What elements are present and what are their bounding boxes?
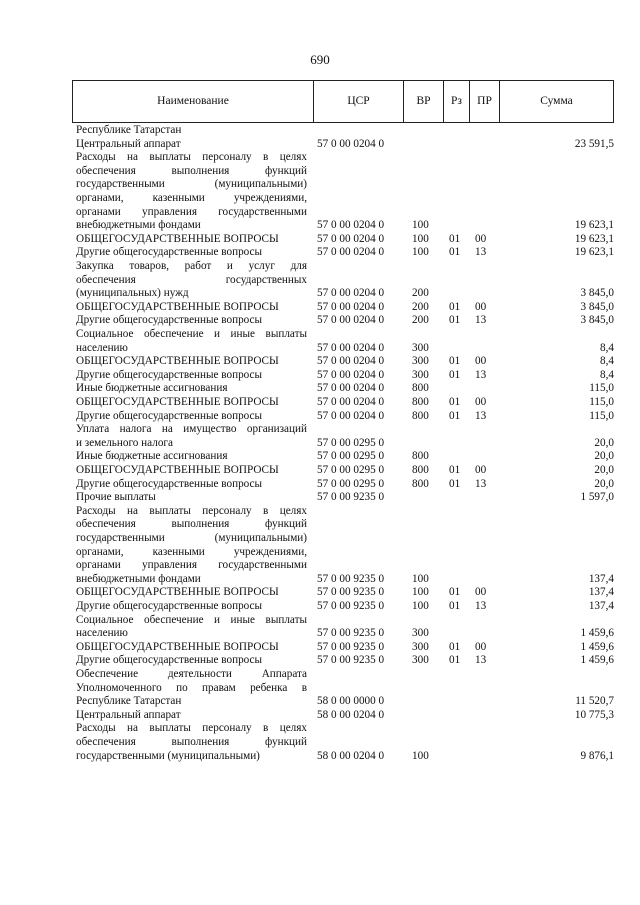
row-rz: 01 — [449, 232, 461, 245]
row-name-line: Другие общегосударственные вопросы — [76, 654, 263, 667]
table-row — [72, 410, 614, 424]
table-row — [72, 396, 614, 410]
row-sum: 19 623,1 — [574, 232, 614, 245]
row-csr: 57 0 00 9235 0 — [317, 572, 385, 585]
row-pr: 00 — [475, 464, 487, 476]
row-vr: 200 — [412, 314, 429, 327]
table-row — [72, 586, 614, 600]
row-name-line: органами управления государственными — [76, 559, 307, 572]
header-sum: Сумма — [499, 81, 613, 122]
row-rz: 01 — [449, 396, 461, 408]
row-vr: 800 — [412, 477, 429, 490]
row-sum: 19 623,1 — [574, 219, 614, 232]
table-row — [72, 654, 614, 668]
row-csr: 57 0 00 0204 0 — [317, 300, 385, 313]
row-name-line: Уплата налога на имущество организаций — [76, 423, 307, 436]
row-vr: 300 — [412, 341, 429, 354]
row-csr: 57 0 00 0295 0 — [317, 450, 385, 463]
row-vr: 100 — [412, 586, 429, 599]
header-name: Наименование — [157, 95, 229, 107]
row-name — [76, 138, 307, 152]
row-name-line: ОБЩЕГОСУДАРСТВЕННЫЕ ВОПРОСЫ — [76, 586, 279, 599]
row-name — [76, 260, 307, 301]
row-vr: 100 — [412, 749, 429, 762]
row-csr: 57 0 00 0204 0 — [317, 368, 385, 381]
row-sum: 8,4 — [600, 355, 614, 368]
header-vr: ВР — [403, 81, 443, 122]
row-sum: 1 597,0 — [580, 491, 614, 504]
row-rz: 01 — [449, 477, 461, 490]
row-sum: 137,4 — [588, 586, 614, 599]
row-csr: 57 0 00 0295 0 — [317, 477, 385, 490]
row-name — [76, 301, 307, 315]
row-csr: 57 0 00 0204 0 — [317, 409, 385, 422]
row-vr: 100 — [412, 232, 429, 245]
row-vr: 100 — [412, 572, 429, 585]
table-row — [72, 722, 614, 763]
row-sum: 8,4 — [600, 368, 614, 381]
row-rz: 01 — [449, 246, 461, 259]
row-name-line: ОБЩЕГОСУДАРСТВЕННЫЕ ВОПРОСЫ — [76, 464, 279, 476]
row-csr: 57 0 00 0204 0 — [317, 232, 385, 245]
row-name — [76, 396, 307, 410]
row-name-line: (муниципальных) нужд — [76, 287, 189, 300]
row-csr: 57 0 00 0204 0 — [317, 219, 385, 232]
row-csr: 57 0 00 9235 0 — [317, 627, 385, 640]
table-row — [72, 709, 614, 723]
row-name-line: Обеспечение деятельности Аппарата — [76, 668, 307, 680]
row-pr: 13 — [475, 409, 487, 422]
row-csr: 57 0 00 0204 0 — [317, 314, 385, 327]
row-name-line: ОБЩЕГОСУДАРСТВЕННЫЕ ВОПРОСЫ — [76, 640, 279, 653]
row-vr: 300 — [412, 627, 429, 640]
row-pr: 13 — [475, 477, 487, 490]
row-name-line: Другие общегосударственные вопросы — [76, 246, 263, 259]
row-csr: 57 0 00 0204 0 — [317, 287, 385, 300]
row-name — [76, 151, 307, 233]
row-pr: 13 — [475, 600, 487, 612]
row-vr: 300 — [412, 640, 429, 653]
row-csr: 57 0 00 0204 0 — [317, 246, 385, 259]
table-row — [72, 328, 614, 355]
row-name — [76, 491, 307, 505]
row-name-line: ОБЩЕГОСУДАРСТВЕННЫЕ ВОПРОСЫ — [76, 396, 279, 408]
row-name — [76, 478, 307, 492]
row-vr: 100 — [412, 246, 429, 259]
row-rz: 01 — [449, 640, 461, 653]
row-name — [76, 328, 307, 355]
row-name-line: внебюджетными фондами — [76, 572, 201, 585]
row-csr: 57 0 00 9235 0 — [317, 491, 385, 504]
row-name-line: Другие общегосударственные вопросы — [76, 368, 263, 381]
row-csr: 57 0 00 9235 0 — [317, 600, 385, 612]
row-name — [76, 600, 307, 614]
row-name — [76, 614, 307, 641]
row-csr: 57 0 00 0204 0 — [317, 396, 385, 408]
row-csr: 57 0 00 9235 0 — [317, 640, 385, 653]
table-row — [72, 505, 614, 587]
table-row — [72, 369, 614, 383]
row-name — [76, 246, 307, 260]
row-csr: 58 0 00 0000 0 — [317, 695, 385, 708]
row-vr: 800 — [412, 450, 429, 463]
table-row — [72, 151, 614, 233]
row-csr: 57 0 00 0295 0 — [317, 436, 385, 449]
row-name-line: обеспечения выполнения функций — [76, 164, 307, 177]
row-name — [76, 314, 307, 328]
row-name — [76, 369, 307, 383]
row-name-line: внебюджетными фондами — [76, 219, 201, 232]
row-name — [76, 423, 307, 450]
row-name-line: органами управления государственными — [76, 205, 307, 218]
row-sum: 10 775,3 — [574, 708, 614, 721]
row-vr: 300 — [412, 368, 429, 381]
row-pr: 13 — [475, 368, 487, 381]
row-rz: 01 — [449, 355, 461, 368]
table-row — [72, 260, 614, 301]
table-row — [72, 355, 614, 369]
row-name-line: ОБЩЕГОСУДАРСТВЕННЫЕ ВОПРОСЫ — [76, 355, 279, 368]
row-rz: 01 — [449, 464, 461, 476]
row-name — [76, 382, 307, 396]
row-pr: 00 — [475, 232, 487, 245]
row-name — [76, 641, 307, 655]
header-rz: Рз — [443, 81, 469, 122]
row-name-line: государственными (муниципальными) — [76, 749, 260, 762]
row-pr: 00 — [475, 396, 487, 408]
row-name-line: Социальное обеспечение и иные выплаты — [76, 613, 307, 626]
row-sum: 9 876,1 — [580, 749, 614, 762]
row-pr: 13 — [475, 246, 487, 259]
table-row — [72, 464, 614, 478]
table-row — [72, 450, 614, 464]
row-name-line: ОБЩЕГОСУДАРСТВЕННЫЕ ВОПРОСЫ — [76, 300, 279, 313]
row-rz: 01 — [449, 409, 461, 422]
row-csr: 57 0 00 9235 0 — [317, 586, 385, 599]
row-vr: 100 — [412, 600, 429, 612]
row-sum: 137,4 — [588, 572, 614, 585]
table-row — [72, 614, 614, 641]
row-name-line: Другие общегосударственные вопросы — [76, 600, 263, 612]
row-name-line: Республике Татарстан — [76, 695, 182, 708]
table-row — [72, 668, 614, 709]
row-pr: 13 — [475, 654, 487, 667]
table-row — [72, 138, 614, 152]
row-name — [76, 464, 307, 478]
row-name-line: населению — [76, 627, 128, 640]
row-name-line: Республике Татарстан — [76, 124, 182, 136]
table-row — [72, 246, 614, 260]
row-sum: 3 845,0 — [580, 314, 614, 327]
row-name — [76, 124, 307, 138]
row-sum: 115,0 — [589, 396, 614, 408]
row-vr: 100 — [412, 219, 429, 232]
row-name-line: Центральный аппарат — [76, 708, 181, 721]
row-vr: 200 — [412, 287, 429, 300]
row-name — [76, 233, 307, 247]
row-vr: 200 — [412, 300, 429, 313]
row-rz: 01 — [449, 314, 461, 327]
row-name — [76, 450, 307, 464]
table-row — [72, 478, 614, 492]
row-name — [76, 654, 307, 668]
row-sum: 1 459,6 — [580, 654, 614, 667]
row-pr: 00 — [475, 300, 487, 313]
row-csr: 57 0 00 0295 0 — [317, 464, 385, 476]
row-rz: 01 — [449, 654, 461, 667]
row-name-line: обеспечения выполнения функций — [76, 518, 307, 531]
row-name-line: государственными (муниципальными) — [76, 178, 307, 191]
row-vr: 800 — [412, 396, 429, 408]
row-csr: 57 0 00 9235 0 — [317, 654, 385, 667]
row-sum: 8,4 — [600, 341, 614, 354]
row-name-line: Иные бюджетные ассигнования — [76, 450, 228, 463]
row-rz: 01 — [449, 300, 461, 313]
row-vr: 800 — [412, 409, 429, 422]
row-rz: 01 — [449, 586, 461, 599]
row-sum: 137,4 — [588, 600, 614, 612]
table-row — [72, 301, 614, 315]
row-name-line: Иные бюджетные ассигнования — [76, 382, 228, 395]
row-sum: 20,0 — [594, 436, 614, 449]
row-name-line: Расходы на выплаты персоналу в целях — [76, 151, 307, 164]
row-name-line: обеспечения выполнения функций — [76, 735, 307, 748]
table-row — [72, 233, 614, 247]
row-name-line: обеспечения государственных — [76, 273, 307, 286]
table-body — [72, 123, 614, 763]
row-rz: 01 — [449, 368, 461, 381]
table-row — [72, 641, 614, 655]
row-name — [76, 722, 307, 763]
row-csr: 57 0 00 0204 0 — [317, 341, 385, 354]
table-row — [72, 423, 614, 450]
row-pr: 13 — [475, 314, 487, 327]
row-sum: 11 520,7 — [575, 695, 614, 708]
row-name — [76, 505, 307, 587]
row-name-line: Прочие выплаты — [76, 491, 156, 504]
budget-table — [72, 80, 614, 763]
row-name-line: Расходы на выплаты персоналу в целях — [76, 722, 307, 735]
row-sum: 23 591,5 — [574, 137, 614, 150]
row-csr: 57 0 00 0204 0 — [317, 382, 385, 395]
table-row — [72, 314, 614, 328]
table-header — [72, 80, 614, 123]
row-name-line: Социальное обеспечение и иные выплаты — [76, 328, 307, 340]
row-name-line: органами, казенными учреждениями, — [76, 191, 307, 204]
row-name-line: государственными (муниципальными) — [76, 531, 307, 544]
row-name-line: Другие общегосударственные вопросы — [76, 477, 263, 490]
page-number: 690 — [310, 52, 330, 67]
row-name-line: Другие общегосударственные вопросы — [76, 409, 263, 422]
row-sum: 115,0 — [589, 409, 614, 422]
row-name-line: населению — [76, 341, 128, 354]
row-name-line: Закупка товаров, работ и услуг для — [76, 260, 307, 272]
row-csr: 57 0 00 0204 0 — [317, 137, 385, 150]
row-sum: 3 845,0 — [580, 287, 614, 300]
row-name — [76, 586, 307, 600]
table-row — [72, 124, 614, 138]
row-name-line: органами, казенными учреждениями, — [76, 545, 307, 558]
table-row — [72, 600, 614, 614]
row-name — [76, 668, 307, 709]
row-vr: 800 — [412, 464, 429, 476]
table-row — [72, 382, 614, 396]
row-name — [76, 355, 307, 369]
row-sum: 20,0 — [594, 450, 614, 463]
row-pr: 00 — [475, 640, 487, 653]
row-name — [76, 709, 307, 723]
row-sum: 1 459,6 — [580, 627, 614, 640]
row-name — [76, 410, 307, 424]
row-sum: 1 459,6 — [580, 640, 614, 653]
row-name-line: Другие общегосударственные вопросы — [76, 314, 263, 327]
row-name-line: Уполномоченного по правам ребенка в — [76, 681, 307, 694]
row-vr: 300 — [412, 654, 429, 667]
row-sum: 20,0 — [594, 477, 614, 490]
row-vr: 800 — [412, 382, 429, 395]
row-rz: 01 — [449, 600, 461, 612]
row-sum: 3 845,0 — [580, 300, 614, 313]
row-csr: 58 0 00 0204 0 — [317, 749, 385, 762]
table-row — [72, 491, 614, 505]
header-csr: ЦСР — [313, 81, 403, 122]
row-sum: 19 623,1 — [574, 246, 614, 259]
row-sum: 115,0 — [589, 382, 614, 395]
row-name-line: Центральный аппарат — [76, 137, 181, 150]
row-sum: 20,0 — [594, 464, 614, 476]
row-pr: 00 — [475, 586, 487, 599]
row-csr: 58 0 00 0204 0 — [317, 708, 385, 721]
row-name-line: и земельного налога — [76, 436, 173, 449]
row-csr: 57 0 00 0204 0 — [317, 355, 385, 368]
row-name-line: Расходы на выплаты персоналу в целях — [76, 504, 307, 517]
row-pr: 00 — [475, 355, 487, 368]
row-name-line: ОБЩЕГОСУДАРСТВЕННЫЕ ВОПРОСЫ — [76, 232, 279, 245]
row-vr: 300 — [412, 355, 429, 368]
header-pr: ПР — [469, 81, 499, 122]
